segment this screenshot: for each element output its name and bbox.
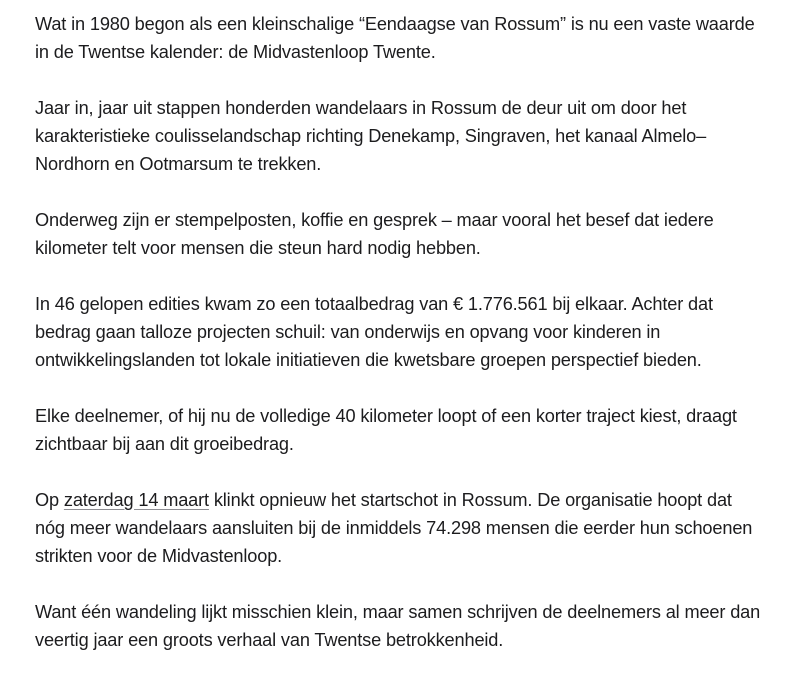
text-line: karakteristieke coulisselandschap richting Denekamp, Singraven, het kanaal Almelo– — [35, 126, 707, 146]
text-segment: Op — [35, 490, 64, 510]
text-line: zichtbaar bij aan dit groeibedrag. — [35, 434, 294, 454]
text-line: Onderweg zijn er stempelposten, koffie en gesprek – maar vooral het besef dat iedere — [35, 210, 714, 230]
paragraph-event-date — [35, 486, 799, 570]
date-link[interactable]: zaterdag 14 maart — [63, 490, 209, 510]
text-line: kilometer telt voor mensen die steun hard nodig hebben. — [35, 238, 481, 258]
text-line: nóg meer wandelaars aansluiten bij de inmiddels 74.298 mensen die eerder hun schoenen — [35, 518, 753, 538]
text-segment: klinkt opnieuw het startschot in Rossum. De organisatie hoopt dat — [208, 490, 732, 510]
text-line: strikten voor de Midvastenloop. — [35, 546, 283, 566]
paragraph-checkpoints — [35, 206, 799, 262]
text-line — [35, 486, 799, 514]
paragraph-total-amount — [35, 290, 799, 374]
paragraph-route — [35, 94, 799, 178]
text-line: bedrag gaan talloze projecten schuil: van onderwijs en opvang voor kinderen in — [35, 322, 661, 342]
paragraph-participants — [35, 402, 799, 458]
text-line: Jaar in, jaar uit stappen honderden wandelaars in Rossum de deur uit om door het — [35, 98, 687, 118]
text-line: Elke deelnemer, of hij nu de volledige 40 kilometer loopt of een korter traject kiest, draagt — [35, 406, 737, 426]
text-line: Want één wandeling lijkt misschien klein, maar samen schrijven de deelnemers al meer dan — [35, 602, 761, 622]
text-line: in de Twentse kalender: de Midvastenloop Twente. — [35, 42, 436, 62]
text-line: Wat in 1980 begon als een kleinschalige “Eendaagse van Rossum” is nu een vaste waarde — [35, 14, 755, 34]
paragraph-closing — [35, 598, 799, 654]
text-line: Nordhorn en Ootmarsum te trekken. — [35, 154, 322, 174]
paragraph-intro — [35, 10, 799, 66]
text-line: ontwikkelingslanden tot lokale initiatieven die kwetsbare groepen perspectief bieden. — [35, 350, 702, 370]
text-line: In 46 gelopen edities kwam zo een totaalbedrag van € 1.776.561 bij elkaar. Achter dat — [35, 294, 713, 314]
text-line: veertig jaar een groots verhaal van Twentse betrokkenheid. — [35, 630, 504, 650]
article-body — [35, 10, 799, 682]
